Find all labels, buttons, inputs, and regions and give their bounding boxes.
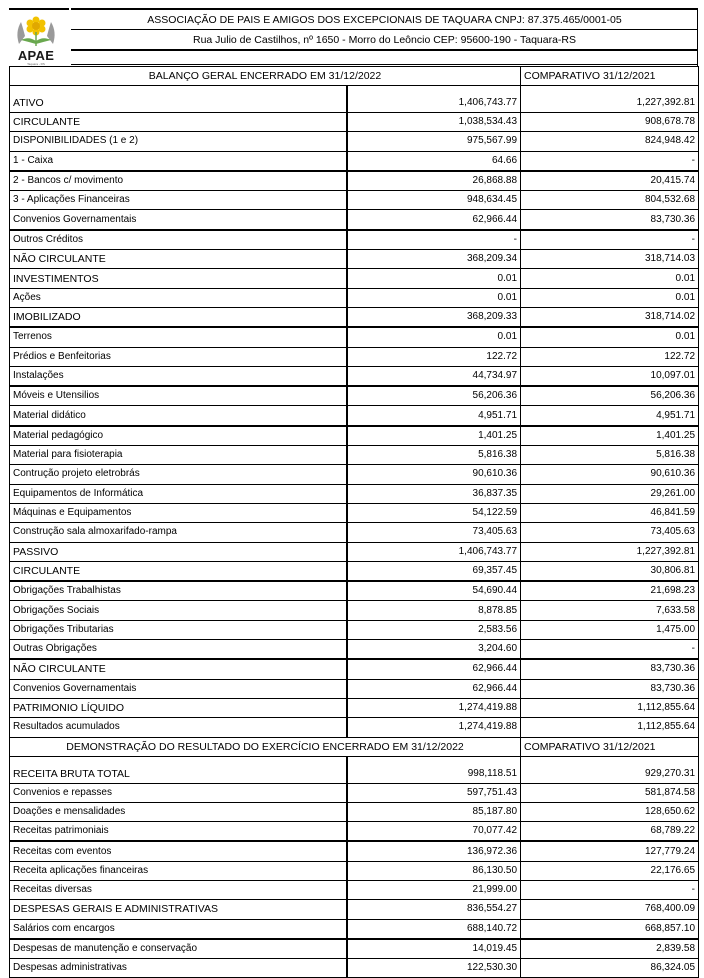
row-label: Outras Obrigações <box>10 640 347 660</box>
dre-row <box>10 756 699 783</box>
value-2021: 668,857.10 <box>521 919 699 939</box>
value-2021: 22,176.65 <box>521 861 699 880</box>
balanco-row <box>10 347 699 366</box>
balanco-row <box>10 718 699 737</box>
row-label: Equipamentos de Informática <box>10 484 347 503</box>
row-label: Resultados acumulados <box>10 718 347 737</box>
row-label: CIRCULANTE <box>10 113 347 132</box>
row-label: Instalações <box>10 366 347 386</box>
balance-sheet-table <box>9 66 699 978</box>
row-label: Salários com encargos <box>10 919 347 939</box>
value-2022: 0.01 <box>347 327 521 347</box>
flower-hands-icon <box>11 14 61 48</box>
row-label: Convenios e repasses <box>10 783 347 802</box>
row-label: CIRCULANTE <box>10 561 347 581</box>
row-label: Material pedagógico <box>10 426 347 446</box>
balanco-row <box>10 86 699 113</box>
header-border <box>9 8 69 10</box>
row-label: IMOBILIZADO <box>10 307 347 327</box>
value-2021: 1,112,855.64 <box>521 698 699 717</box>
logo-subtext: Taquara - RS <box>27 62 45 66</box>
value-2021: 7,633.58 <box>521 601 699 620</box>
balanco-row <box>10 484 699 503</box>
value-2022: 5,816.38 <box>347 446 521 465</box>
value-2021: 46,841.59 <box>521 503 699 522</box>
value-2022: 90,610.36 <box>347 465 521 484</box>
value-2022: - <box>347 230 521 250</box>
value-2022: 688,140.72 <box>347 919 521 939</box>
row-label: PATRIMONIO LÍQUIDO <box>10 698 347 717</box>
row-label: 2 - Bancos c/ movimento <box>10 171 347 191</box>
row-label: Terrenos <box>10 327 347 347</box>
balanco-row <box>10 698 699 717</box>
financial-statement-page <box>9 8 698 978</box>
balanco-row <box>10 191 699 210</box>
value-2021: 1,112,855.64 <box>521 718 699 737</box>
value-2021: 1,227,392.81 <box>521 86 699 113</box>
balanco-row <box>10 620 699 639</box>
header-divider <box>71 64 698 65</box>
logo-text: APAE <box>17 48 55 63</box>
value-2022: 975,567.99 <box>347 132 521 151</box>
value-2022: 998,118.51 <box>347 756 521 783</box>
dre-row <box>10 841 699 861</box>
header-right-border <box>697 8 698 66</box>
value-2022: 69,357.45 <box>347 561 521 581</box>
dre-row <box>10 919 699 939</box>
value-2021: 21,698.23 <box>521 581 699 601</box>
value-2022: 1,406,743.77 <box>347 542 521 561</box>
value-2021: 2,839.58 <box>521 939 699 959</box>
dre-row <box>10 959 699 978</box>
apae-logo <box>11 14 61 66</box>
value-2021: 0.01 <box>521 288 699 307</box>
row-label: Contrução projeto eletrobrás <box>10 465 347 484</box>
value-2021: 5,816.38 <box>521 446 699 465</box>
balanco-row <box>10 307 699 327</box>
row-label: Obrigações Trabalhistas <box>10 581 347 601</box>
value-2022: 122,530.30 <box>347 959 521 978</box>
row-label: Outros Créditos <box>10 230 347 250</box>
value-2021: 768,400.09 <box>521 900 699 919</box>
balanco-row <box>10 151 699 171</box>
row-label: NÃO CIRCULANTE <box>10 659 347 679</box>
value-2022: 56,206.36 <box>347 386 521 406</box>
row-label: Obrigações Sociais <box>10 601 347 620</box>
row-label: Máquinas e Equipamentos <box>10 503 347 522</box>
value-2021: 929,270.31 <box>521 756 699 783</box>
value-2021: 86,324.05 <box>521 959 699 978</box>
value-2022: 948,634.45 <box>347 191 521 210</box>
value-2022: 26,868.88 <box>347 171 521 191</box>
value-2021: 824,948.42 <box>521 132 699 151</box>
value-2022: 1,038,534.43 <box>347 113 521 132</box>
row-label: Convenios Governamentais <box>10 679 347 698</box>
organization-address: Rua Julio de Castilhos, nº 1650 - Morro do Leôncio CEP: 95600-190 - Taquara-RS <box>71 29 698 50</box>
row-label: Móveis e Utensilios <box>10 386 347 406</box>
value-2022: 62,966.44 <box>347 210 521 230</box>
row-label: INVESTIMENTOS <box>10 269 347 288</box>
dre-row <box>10 880 699 899</box>
value-2022: 136,972.36 <box>347 841 521 861</box>
balanco-row <box>10 523 699 542</box>
balanco-row <box>10 386 699 406</box>
value-2022: 1,274,419.88 <box>347 718 521 737</box>
value-2022: 368,209.33 <box>347 307 521 327</box>
dre-row <box>10 783 699 802</box>
value-2021: 908,678.78 <box>521 113 699 132</box>
value-2021: 318,714.03 <box>521 250 699 269</box>
row-label: Receitas com eventos <box>10 841 347 861</box>
row-label: Convenios Governamentais <box>10 210 347 230</box>
value-2021: 30,806.81 <box>521 561 699 581</box>
value-2022: 8,878.85 <box>347 601 521 620</box>
value-2021: 127,779.24 <box>521 841 699 861</box>
value-2021: - <box>521 151 699 171</box>
balanco-row <box>10 542 699 561</box>
row-label: Material para fisioterapia <box>10 446 347 465</box>
value-2022: 62,966.44 <box>347 659 521 679</box>
row-label: ATIVO <box>10 86 347 113</box>
value-2022: 0.01 <box>347 269 521 288</box>
value-2021: 83,730.36 <box>521 679 699 698</box>
value-2022: 86,130.50 <box>347 861 521 880</box>
value-2021: 128,650.62 <box>521 802 699 821</box>
value-2022: 1,274,419.88 <box>347 698 521 717</box>
balanco-row <box>10 659 699 679</box>
value-2022: 44,734.97 <box>347 366 521 386</box>
balanco-row <box>10 465 699 484</box>
balanco-row <box>10 113 699 132</box>
row-label: DESPESAS GERAIS E ADMINISTRATIVAS <box>10 900 347 919</box>
balanco-row <box>10 171 699 191</box>
balanco-row <box>10 581 699 601</box>
value-2022: 14,019.45 <box>347 939 521 959</box>
row-label: Receitas patrimoniais <box>10 822 347 842</box>
dre-row <box>10 939 699 959</box>
balanco-row <box>10 327 699 347</box>
income-statement-title: DEMONSTRAÇÃO DO RESULTADO DO EXERCÍCIO ENCERRADO EM 31/12/2022 <box>10 737 521 756</box>
value-2021: 1,401.25 <box>521 426 699 446</box>
value-2021: 122.72 <box>521 347 699 366</box>
value-2022: 73,405.63 <box>347 523 521 542</box>
balanco-row <box>10 210 699 230</box>
balanco-row <box>10 640 699 660</box>
value-2021: 1,227,392.81 <box>521 542 699 561</box>
document-header <box>9 8 698 66</box>
value-2021: 90,610.36 <box>521 465 699 484</box>
header-blank-line <box>71 49 698 71</box>
value-2021: 73,405.63 <box>521 523 699 542</box>
value-2021: 68,789.22 <box>521 822 699 842</box>
row-label: Material didático <box>10 406 347 426</box>
dre-row <box>10 861 699 880</box>
value-2021: 581,874.58 <box>521 783 699 802</box>
income-statement-comparative-header: COMPARATIVO 31/12/2021 <box>521 737 699 756</box>
value-2021: 56,206.36 <box>521 386 699 406</box>
income-statement-title-row <box>10 737 699 756</box>
row-label: Despesas de manutenção e conservação <box>10 939 347 959</box>
dre-row <box>10 822 699 842</box>
value-2021: 0.01 <box>521 327 699 347</box>
value-2021: 4,951.71 <box>521 406 699 426</box>
row-label: PASSIVO <box>10 542 347 561</box>
value-2021: 20,415.74 <box>521 171 699 191</box>
balanco-row <box>10 132 699 151</box>
value-2021: 804,532.68 <box>521 191 699 210</box>
value-2022: 122.72 <box>347 347 521 366</box>
value-2022: 0.01 <box>347 288 521 307</box>
value-2022: 2,583.56 <box>347 620 521 639</box>
balance-comparative-header: COMPARATIVO 31/12/2021 <box>521 67 699 86</box>
value-2022: 1,401.25 <box>347 426 521 446</box>
balanco-row <box>10 230 699 250</box>
value-2022: 836,554.27 <box>347 900 521 919</box>
value-2021: 83,730.36 <box>521 210 699 230</box>
value-2022: 597,751.43 <box>347 783 521 802</box>
value-2021: 29,261.00 <box>521 484 699 503</box>
row-label: Construção sala almoxarifado-rampa <box>10 523 347 542</box>
balanco-row <box>10 561 699 581</box>
row-label: Doações e mensalidades <box>10 802 347 821</box>
row-label: NÃO CIRCULANTE <box>10 250 347 269</box>
value-2022: 64.66 <box>347 151 521 171</box>
value-2022: 3,204.60 <box>347 640 521 660</box>
dre-row <box>10 900 699 919</box>
balanco-row <box>10 503 699 522</box>
row-label: DISPONIBILIDADES (1 e 2) <box>10 132 347 151</box>
row-label: Ações <box>10 288 347 307</box>
organization-name: ASSOCIAÇÃO DE PAIS E AMIGOS DOS EXCEPCIONAIS DE TAQUARA CNPJ: 87.375.465/0001-05 <box>71 8 698 30</box>
row-label: Despesas administrativas <box>10 959 347 978</box>
value-2022: 54,122.59 <box>347 503 521 522</box>
value-2021: 83,730.36 <box>521 659 699 679</box>
row-label: Receita aplicações financeiras <box>10 861 347 880</box>
value-2022: 85,187.80 <box>347 802 521 821</box>
dre-row <box>10 802 699 821</box>
value-2022: 70,077.42 <box>347 822 521 842</box>
value-2022: 62,966.44 <box>347 679 521 698</box>
balanco-row <box>10 426 699 446</box>
balanco-row <box>10 366 699 386</box>
value-2021: - <box>521 880 699 899</box>
row-label: Receitas diversas <box>10 880 347 899</box>
balanco-row <box>10 406 699 426</box>
row-label: Obrigações Tributarias <box>10 620 347 639</box>
value-2022: 1,406,743.77 <box>347 86 521 113</box>
value-2021: 318,714.02 <box>521 307 699 327</box>
row-label: Prédios e Benfeitorias <box>10 347 347 366</box>
balanco-row <box>10 679 699 698</box>
value-2022: 54,690.44 <box>347 581 521 601</box>
balanco-row <box>10 269 699 288</box>
balance-title: BALANÇO GERAL ENCERRADO EM 31/12/2022 <box>10 67 521 86</box>
value-2022: 368,209.34 <box>347 250 521 269</box>
row-label: RECEITA BRUTA TOTAL <box>10 756 347 783</box>
balanco-row <box>10 446 699 465</box>
value-2021: - <box>521 230 699 250</box>
row-label: 1 - Caixa <box>10 151 347 171</box>
balanco-row <box>10 250 699 269</box>
value-2022: 36,837.35 <box>347 484 521 503</box>
value-2022: 4,951.71 <box>347 406 521 426</box>
value-2021: 10,097.01 <box>521 366 699 386</box>
balanco-row <box>10 288 699 307</box>
value-2021: - <box>521 640 699 660</box>
value-2021: 0.01 <box>521 269 699 288</box>
row-label: 3 - Aplicações Financeiras <box>10 191 347 210</box>
value-2022: 21,999.00 <box>347 880 521 899</box>
balanco-row <box>10 601 699 620</box>
value-2021: 1,475.00 <box>521 620 699 639</box>
